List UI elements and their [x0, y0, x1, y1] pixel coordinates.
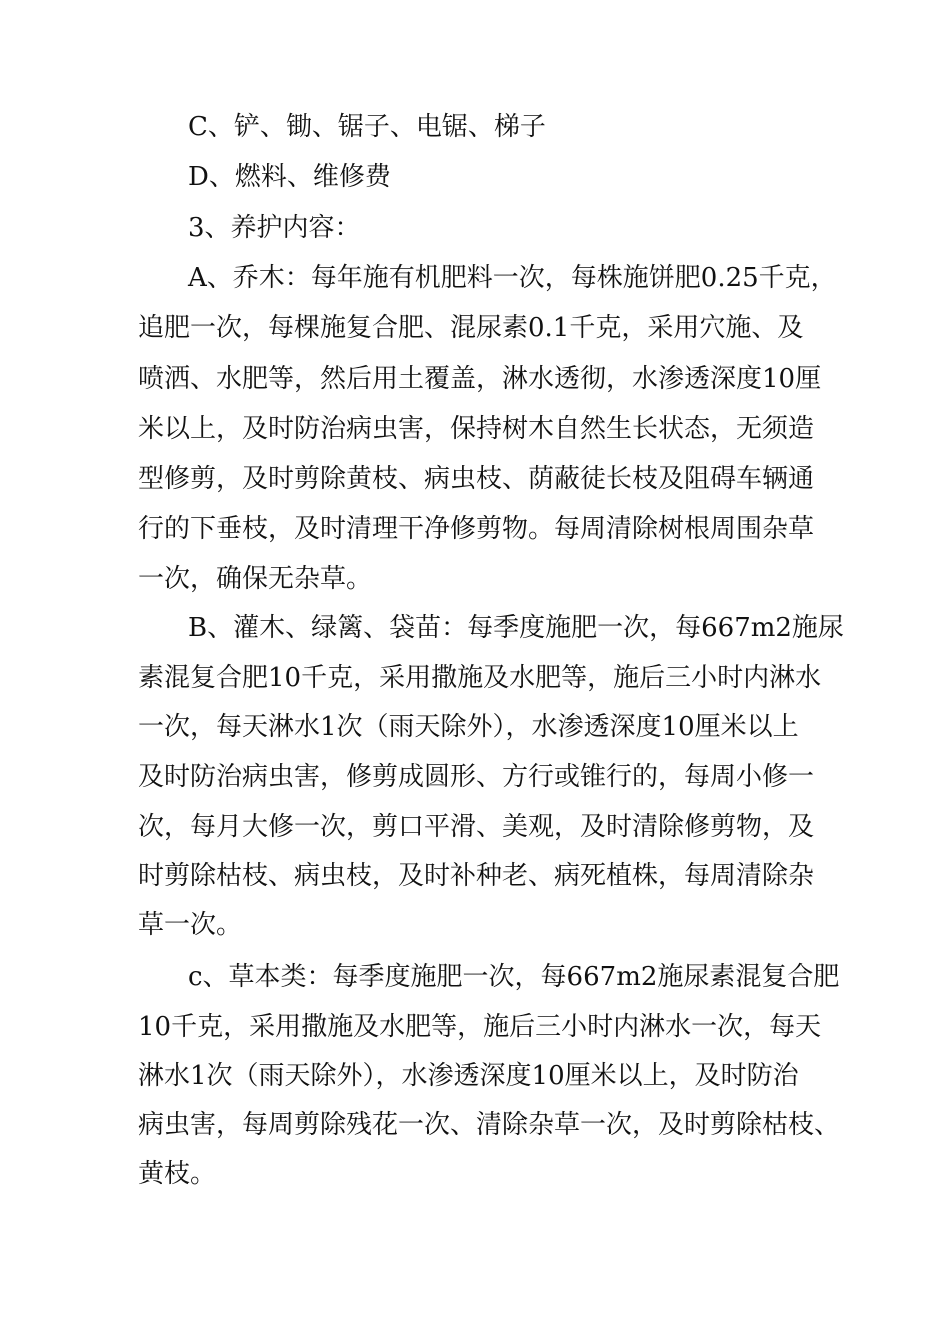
line-item-d-costs: D、燃料、维修费	[188, 162, 391, 192]
paragraph-a-line: 一次，确保无杂草。	[138, 564, 373, 594]
paragraph-b-line: 次，每月大修一次，剪口平滑、美观，及时清除修剪物，及	[138, 812, 815, 842]
paragraph-a-line: 追肥一次，每棵施复合肥、混尿素0.1千克，采用穴施、及	[138, 313, 804, 343]
paragraph-b-line: 时剪除枯枝、病虫枝，及时补种老、病死植株，每周清除杂	[138, 861, 815, 891]
paragraph-b-line: 及时防治病虫害，修剪成圆形、方行或锥行的，每周小修一	[138, 762, 815, 792]
paragraph-a-line: A、乔木：每年施有机肥料一次，每株施饼肥0.25千克，	[188, 263, 837, 293]
paragraph-c-line: 病虫害，每周剪除残花一次、清除杂草一次，及时剪除枯枝、	[138, 1110, 841, 1140]
paragraph-a-line: 型修剪，及时剪除黄枝、病虫枝、荫蔽徒长枝及阻碍车辆通	[138, 464, 815, 494]
paragraph-c-line: 淋水1次（雨天除外），水渗透深度10厘米以上，及时防治	[138, 1061, 799, 1091]
line-item-c-tools: C、铲、锄、锯子、电锯、梯子	[188, 112, 546, 142]
section-heading-maintenance: 3、养护内容：	[188, 213, 361, 243]
paragraph-a-line: 行的下垂枝，及时清理干净修剪物。每周清除树根周围杂草	[138, 514, 815, 544]
paragraph-c-line: 10千克，采用撒施及水肥等，施后三小时内淋水一次，每天	[138, 1012, 822, 1042]
paragraph-b-line: B、灌木、绿篱、袋苗：每季度施肥一次，每667m2施尿	[188, 613, 844, 643]
paragraph-a-line: 喷洒、水肥等，然后用土覆盖，淋水透彻，水渗透深度10厘	[138, 364, 822, 394]
paragraph-b-line: 一次，每天淋水1次（雨天除外），水渗透深度10厘米以上	[138, 712, 799, 742]
paragraph-c-line: c、草本类：每季度施肥一次，每667m2施尿素混复合肥	[188, 962, 840, 992]
paragraph-c-line: 黄枝。	[138, 1159, 217, 1189]
paragraph-b-line: 素混复合肥10千克，采用撒施及水肥等，施后三小时内淋水	[138, 663, 822, 693]
paragraph-b-line: 草一次。	[138, 910, 243, 940]
paragraph-a-line: 米以上，及时防治病虫害，保持树木自然生长状态，无须造	[138, 414, 815, 444]
